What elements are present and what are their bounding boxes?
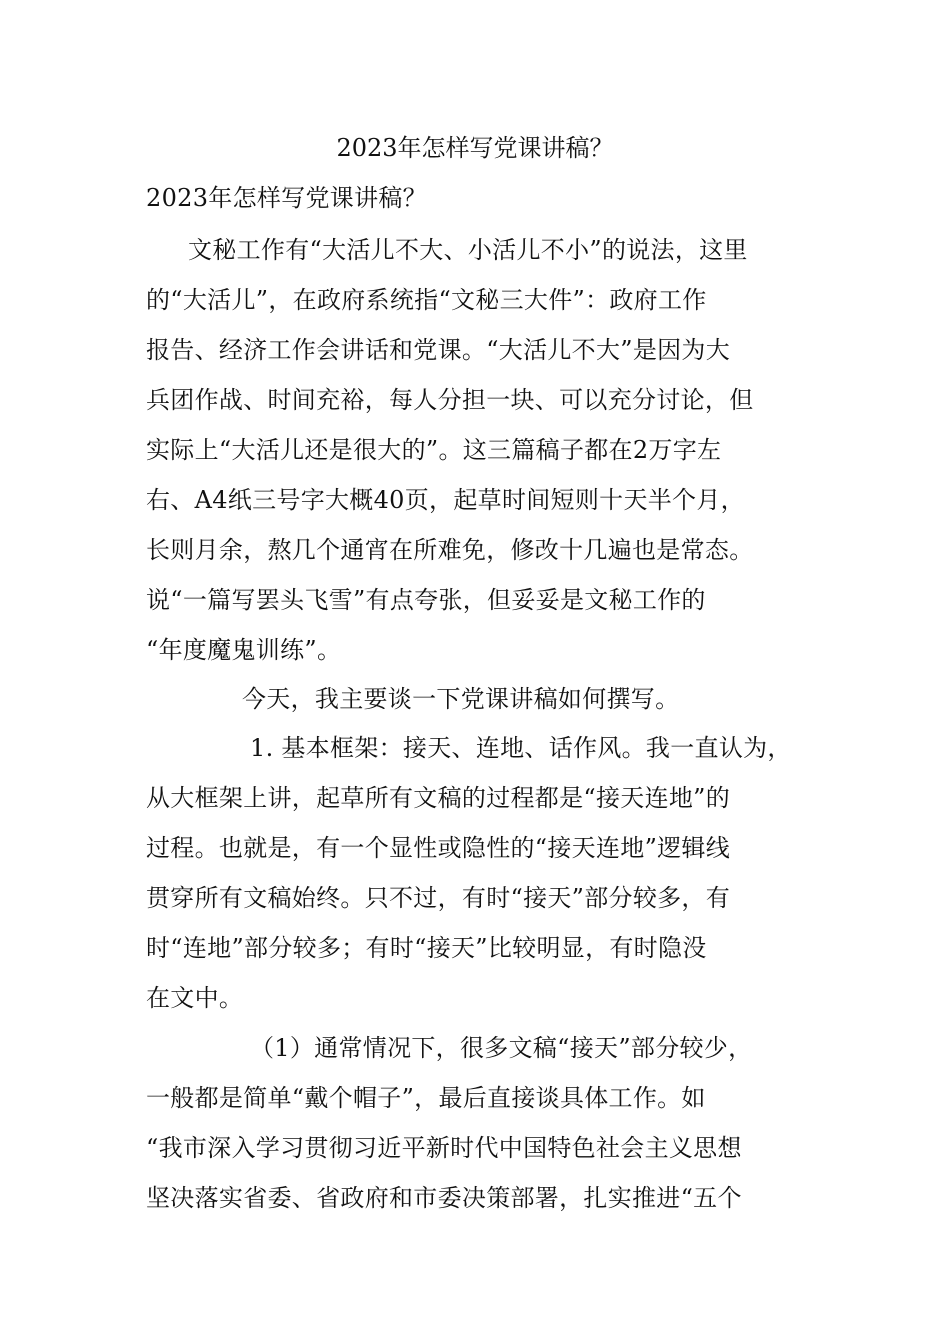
paragraph-line: 贯穿所有文稿始终。只不过，有时“接天”部分较多，有 (146, 884, 731, 912)
paragraph-line: 今天，我主要谈一下党课讲稿如何撰写。 (242, 685, 680, 713)
paragraph-line: 过程。也就是，有一个显性或隐性的“接天连地”逻辑线 (146, 834, 731, 862)
paragraph-line: 文秘工作有“大活儿不大、小活儿不小”的说法，这里 (188, 236, 748, 264)
paragraph-line: “年度魔鬼训练”。 (146, 636, 342, 664)
paragraph-line: 时“连地”部分较多；有时“接天”比较明显，有时隐没 (146, 934, 707, 962)
paragraph-line: 一般都是简单“戴个帽子”，最后直接谈具体工作。如 (146, 1084, 706, 1112)
document-title: 2023年怎样写党课讲稿？ (336, 134, 614, 162)
paragraph-line: 兵团作战、时间充裕，每人分担一块、可以充分讨论，但 (146, 386, 754, 414)
paragraph-line: 坚决落实省委、省政府和市委决策部署，扎实推进“五个 (146, 1184, 742, 1212)
paragraph-line: 右、A4纸三号字大概40页，起草时间短则十天半个月， (146, 486, 745, 514)
paragraph-line: 说“一篇写罢头飞雪”有点夸张，但妥妥是文秘工作的 (146, 586, 706, 614)
paragraph-line: “我市深入学习贯彻习近平新时代中国特色社会主义思想 (146, 1134, 742, 1162)
paragraph-line: 在文中。 (146, 984, 244, 1012)
paragraph-line: 长则月余，熬几个通宵在所难免，修改十几遍也是常态。 (146, 536, 754, 564)
paragraph-line: 报告、经济工作会讲话和党课。“大活儿不大”是因为大 (146, 336, 731, 364)
document-subtitle: 2023年怎样写党课讲稿？ (146, 184, 427, 212)
paragraph-line: 的“大活儿”，在政府系统指“文秘三大件”：政府工作 (146, 286, 707, 314)
section-heading-line: 1. 基本框架：接天、连地、话作风。我一直认为， (250, 734, 792, 762)
paragraph-line: 从大框架上讲，起草所有文稿的过程都是“接天连地”的 (146, 784, 731, 812)
paragraph-line: （1）通常情况下，很多文稿“接天”部分较少， (250, 1034, 753, 1062)
paragraph-line: 实际上“大活儿还是很大的”。这三篇稿子都在2万字左 (146, 436, 722, 464)
